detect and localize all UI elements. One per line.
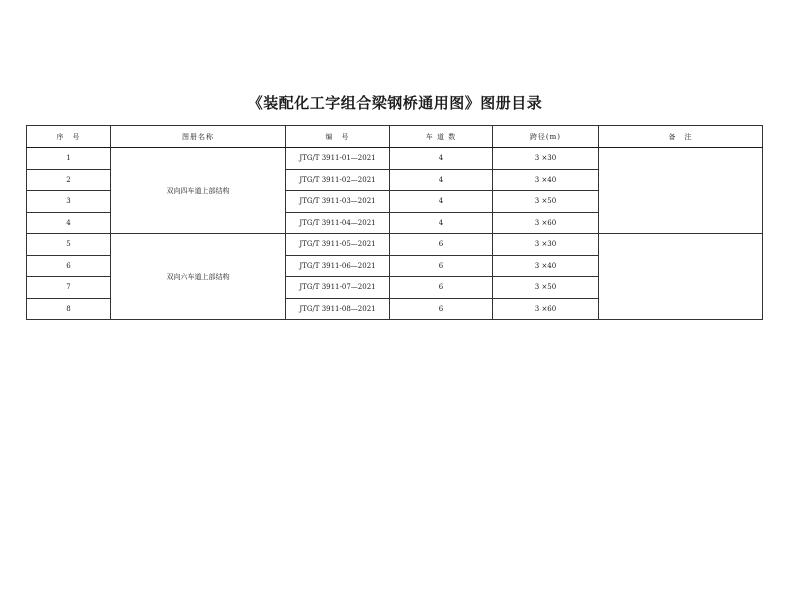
cell-code: JTG/T 3911-02—2021 [286,169,390,191]
cell-span: 3 ×30 [493,234,599,256]
cell-span: 3 ×50 [493,191,599,213]
cell-seq: 4 [27,212,111,234]
cell-lanes: 6 [390,298,493,320]
cell-remarks [599,148,763,234]
cell-seq: 3 [27,191,111,213]
cell-seq: 6 [27,255,111,277]
cell-lanes: 6 [390,277,493,299]
header-lanes: 车 道 数 [390,126,493,148]
cell-lanes: 6 [390,234,493,256]
cell-lanes: 4 [390,148,493,170]
cell-code: JTG/T 3911-06—2021 [286,255,390,277]
cell-span: 3 ×30 [493,148,599,170]
cell-seq: 8 [27,298,111,320]
cell-span: 3 ×40 [493,255,599,277]
cell-group-name: 双向六车道上部结构 [111,234,286,320]
cell-span: 3 ×60 [493,298,599,320]
cell-code: JTG/T 3911-05—2021 [286,234,390,256]
cell-lanes: 4 [390,169,493,191]
catalog-table [26,125,763,320]
cell-code: JTG/T 3911-01—2021 [286,148,390,170]
cell-code: JTG/T 3911-03—2021 [286,191,390,213]
cell-code: JTG/T 3911-04—2021 [286,212,390,234]
cell-seq: 2 [27,169,111,191]
header-remarks: 备 注 [599,126,763,148]
header-name: 图册名称 [111,126,286,148]
table-row [27,234,763,256]
cell-seq: 5 [27,234,111,256]
cell-group-name: 双向四车道上部结构 [111,148,286,234]
cell-span: 3 ×40 [493,169,599,191]
cell-lanes: 4 [390,191,493,213]
cell-lanes: 4 [390,212,493,234]
cell-span: 3 ×60 [493,212,599,234]
header-span: 跨径(m) [493,126,599,148]
cell-seq: 1 [27,148,111,170]
header-seq: 序 号 [27,126,111,148]
cell-seq: 7 [27,277,111,299]
cell-code: JTG/T 3911-07—2021 [286,277,390,299]
cell-lanes: 6 [390,255,493,277]
cell-remarks [599,234,763,320]
table-header-row [27,126,763,148]
cell-code: JTG/T 3911-08—2021 [286,298,390,320]
table-row [27,148,763,170]
page-title: 《装配化工字组合梁钢桥通用图》图册目录 [247,94,543,112]
cell-span: 3 ×50 [493,277,599,299]
header-code: 编 号 [286,126,390,148]
